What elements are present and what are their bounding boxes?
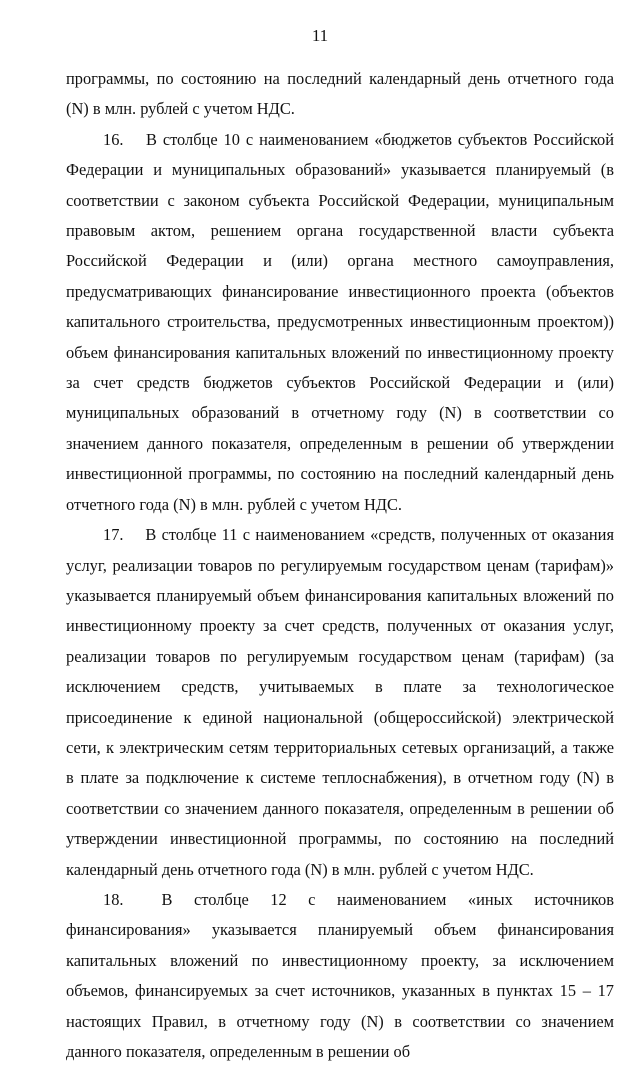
paragraph-continuation [66,64,614,125]
document-body [66,64,614,1067]
paragraph-number: 18. [103,889,124,909]
paragraph-text: программы, по состоянию на последний календарный день отчетного года (N) в млн. рублей с учетом НДС. [66,69,614,119]
paragraph-number: 16. [103,129,124,149]
paragraph-17 [66,520,614,885]
paragraph-18 [66,885,614,1067]
page-number: 11 [311,26,329,45]
paragraph-number: 17. [103,525,124,545]
paragraph-text: В столбце 11 с наименованием «средств, полученных от оказания услуг, реализации товаров по регулируемым государством ценам (тарифам)» указывается планируемый объем финансирования капитальных вложений по инвестиционному проекту за счет средств, полученных от оказания услуг, реализации товаров по регулируемым государством ценам (тарифам) (за исключением средств, учитываемых в плате за технологическое присоединение к единой национальной (общероссийской) электрической сети, к электрическим сетям территориальных сетевых организаций, а также в плате за подключение к системе теплоснабжения), в отчетном году (N) в соответствии со значением данного показателя, определенным в решении об утверждении инвестиционной программы, по состоянию на последний календарный день отчетного года (N) в млн. рублей с учетом НДС. [66,525,614,879]
paragraph-16 [66,125,614,520]
paragraph-text: В столбце 10 с наименованием «бюджетов субъектов Российской Федерации и муниципальных образований» указывается планируемый (в соответствии с законом субъекта Российской Федерации, муниципальным правовым актом, решением органа государственной власти субъекта Российской Федерации и (или) органа местного самоуправления, предусматривающих финансирование инвестиционного проекта (объектов капитального строительства, предусмотренных инвестиционным проектом)) объем финансирования капитальных вложений по инвестиционному проекту за счет средств бюджетов субъектов Российской Федерации и (или) муниципальных образований в отчетному году (N) в соответствии со значением данного показателя, определенным в решении об утверждении инвестиционной программы, по состоянию на последний календарный день отчетного года (N) в млн. рублей с учетом НДС. [66,129,614,514]
paragraph-text: В столбце 12 с наименованием «иных источников финансирования» указывается планируемый объем финансирования капитальных вложений по инвестиционному проекту, за исключением объемов, финансируемых за счет источников, указанных в пунктах 15 – 17 настоящих Правил, в отчетному году (N) в соответствии со значением данного показателя, определенным в решении об [66,889,614,1061]
